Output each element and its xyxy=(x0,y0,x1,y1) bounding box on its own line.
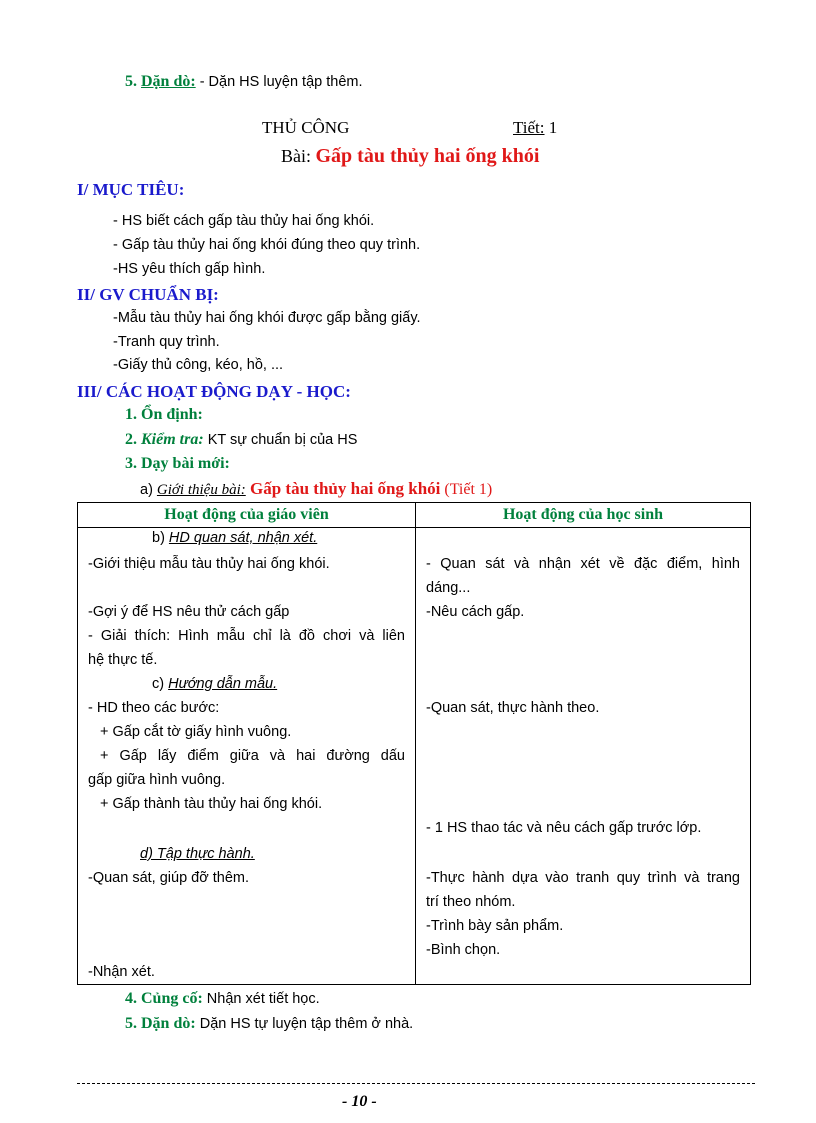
student-line: -Thực hành dựa vào tranh quy trình và trang xyxy=(426,870,740,886)
student-line: -Bình chọn. xyxy=(426,942,501,958)
objective-item-1: - HS biết cách gấp tàu thủy hai ống khói. xyxy=(113,213,375,229)
teacher-cell xyxy=(78,528,416,985)
step-2-number: 2. xyxy=(125,431,137,448)
homework-number: 5. xyxy=(125,1015,137,1032)
consolidation-number: 4. xyxy=(125,990,137,1007)
step-2-text: KT sự chuẩn bị của HS xyxy=(203,432,358,448)
step-1-number: 1. xyxy=(125,406,137,423)
period-value: 1 xyxy=(544,118,558,137)
teacher-sub-b xyxy=(152,530,405,546)
footer-divider xyxy=(77,1083,755,1084)
teacher-line: -Giới thiệu mẫu tàu thủy hai ống khói. xyxy=(88,556,330,572)
teacher-sub-c xyxy=(152,676,405,692)
top-reminder-number: 5. xyxy=(125,73,137,90)
section-activities-heading: III/ CÁC HOẠT ĐỘNG DẠY - HỌC: xyxy=(77,382,351,401)
page-number: - 10 - xyxy=(342,1093,377,1110)
teacher-sub-d: d) Tập thực hành. xyxy=(140,846,255,862)
student-column-header: Hoạt động của học sinh xyxy=(416,503,751,528)
student-line: -Trình bày sản phẩm. xyxy=(426,918,564,934)
student-line: - Quan sát và nhận xét về đặc điểm, hình xyxy=(426,556,740,572)
preparation-item-2: -Tranh quy trình. xyxy=(113,334,220,350)
teacher-line: - Giải thích: Hình mẫu chỉ là đồ chơi và liên xyxy=(88,628,405,644)
top-reminder-label: Dặn dò: xyxy=(141,73,196,90)
teacher-line: hệ thực tế. xyxy=(88,652,158,668)
student-line: -Nêu cách gấp. xyxy=(426,604,525,620)
teacher-sub-c-prefix: c) xyxy=(152,676,169,692)
step-3-number: 3. xyxy=(125,455,137,472)
step-3 xyxy=(125,455,230,473)
intro-suffix: (Tiết 1) xyxy=(440,481,493,498)
subject-title: THỦ CÔNG xyxy=(262,118,350,137)
teacher-line: gấp giữa hình vuông. xyxy=(88,772,226,788)
consolidation-line xyxy=(125,990,320,1008)
intro-title: Gấp tàu thủy hai ống khói xyxy=(245,479,441,498)
student-cell xyxy=(416,528,751,985)
step-1-label: Ổn định: xyxy=(141,406,203,423)
student-line: trí theo nhóm. xyxy=(426,894,516,910)
teacher-line: + Gấp thành tàu thủy hai ống khói. xyxy=(100,796,323,812)
homework-text: Dặn HS tự luyện tập thêm ở nhà. xyxy=(195,1016,414,1032)
intro-prefix: a) xyxy=(140,482,157,498)
homework-line xyxy=(125,1015,413,1033)
table-header-row xyxy=(78,503,751,528)
teacher-line: -Gợi ý để HS nêu thử cách gấp xyxy=(88,604,290,620)
section-preparation-heading: II/ GV CHUẨN BỊ: xyxy=(77,285,219,304)
top-reminder-line xyxy=(125,73,363,91)
student-line: -Quan sát, thực hành theo. xyxy=(426,700,600,716)
activities-table xyxy=(77,502,751,985)
step-2-label: Kiểm tra: xyxy=(141,431,204,448)
step-3-label: Dạy bài mới: xyxy=(141,455,230,472)
step-2 xyxy=(125,431,357,449)
teacher-sub-b-label: HD quan sát, nhận xét. xyxy=(168,530,318,546)
teacher-line: - HD theo các bước: xyxy=(88,700,220,716)
consolidation-text: Nhận xét tiết học. xyxy=(202,991,320,1007)
teacher-line: + Gấp cắt tờ giấy hình vuông. xyxy=(100,724,292,740)
intro-line xyxy=(140,479,492,499)
objective-item-3: -HS yêu thích gấp hình. xyxy=(113,261,266,277)
teacher-column-header: Hoạt động của giáo viên xyxy=(78,503,416,528)
lesson-name: Gấp tàu thủy hai ống khói xyxy=(315,145,540,167)
teacher-line: -Quan sát, giúp đỡ thêm. xyxy=(88,870,250,886)
lesson-prefix: Bài: xyxy=(281,146,316,166)
objective-item-2: - Gấp tàu thủy hai ống khói đúng theo quy trình. xyxy=(113,237,421,253)
teacher-line: + Gấp lấy điểm giữa và hai đường dấu xyxy=(100,748,405,764)
teacher-line: -Nhận xét. xyxy=(88,964,155,980)
period-label: Tiết: xyxy=(513,118,545,137)
student-line: - 1 HS thao tác và nêu cách gấp trước lớp. xyxy=(426,820,702,836)
student-line: dáng... xyxy=(426,580,471,596)
lesson-title xyxy=(281,145,539,168)
section-objectives-heading: I/ MỤC TIÊU: xyxy=(77,180,185,199)
step-1 xyxy=(125,406,203,424)
teacher-sub-c-label: Hướng dẫn mẫu. xyxy=(168,676,278,692)
period-line xyxy=(513,118,557,138)
top-reminder-text: - Dặn HS luyện tập thêm. xyxy=(199,74,363,90)
consolidation-label: Củng cố: xyxy=(141,990,203,1007)
preparation-item-3: -Giấy thủ công, kéo, hồ, ... xyxy=(113,357,284,373)
teacher-sub-b-prefix: b) xyxy=(152,530,169,546)
preparation-item-1: -Mẫu tàu thủy hai ống khói được gấp bằng giấy. xyxy=(113,310,421,326)
intro-label: Giới thiệu bài: xyxy=(156,482,246,498)
homework-label: Dặn dò: xyxy=(141,1015,196,1032)
table-body-row xyxy=(78,528,751,985)
